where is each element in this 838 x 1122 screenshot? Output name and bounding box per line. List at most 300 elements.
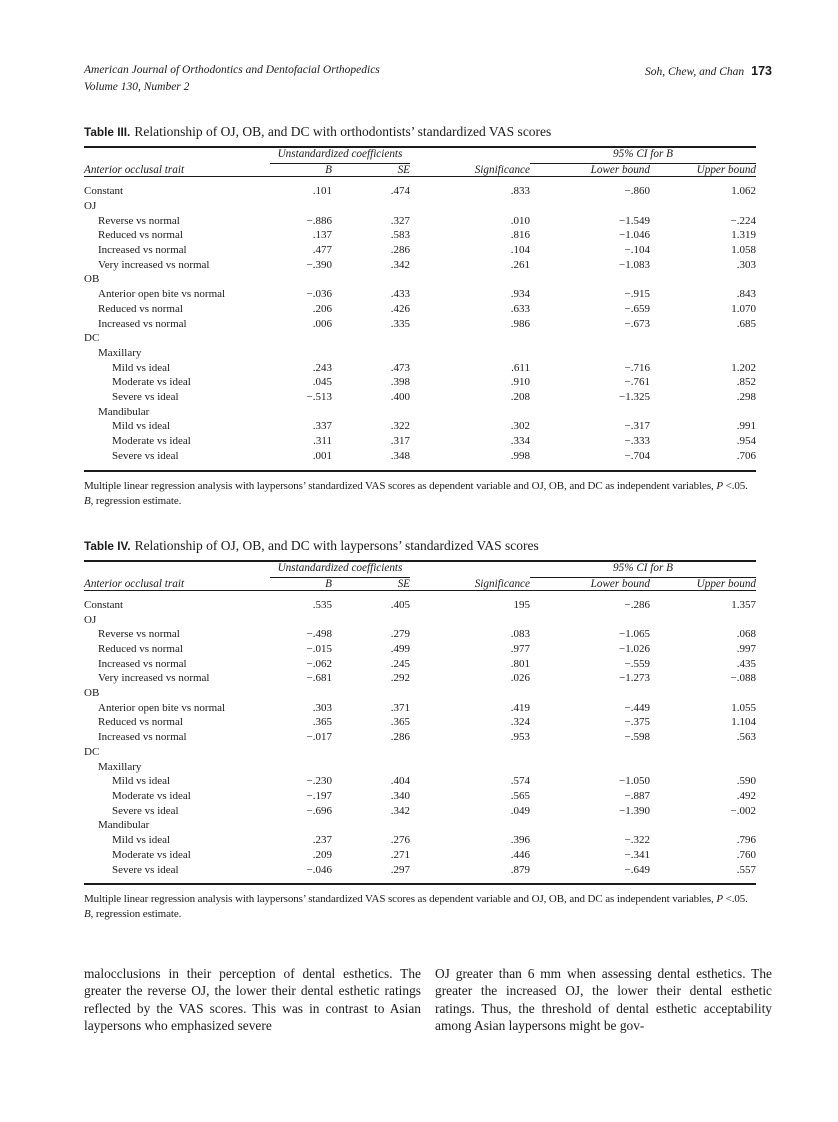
spacer-cell <box>84 147 270 164</box>
cell-value: −.513 <box>306 391 332 404</box>
footnote-regression-line: Multiple linear regression analysis with laypersons’ standardized VAS scores as dependent variable and OJ, OB, and DC as independent variables, P <.05. <box>84 893 748 906</box>
journal-volume: Volume 130, Number 2 <box>84 80 190 93</box>
row-label: Maxillary <box>98 760 142 773</box>
col-header-trait: Anterior occlusal trait <box>84 164 270 177</box>
cell-value: .292 <box>390 672 410 685</box>
cell-value: .365 <box>312 716 332 729</box>
table-row <box>84 302 756 317</box>
row-label: Severe vs ideal <box>112 391 179 404</box>
cell-value <box>410 745 530 760</box>
cell-value: 1.202 <box>731 361 757 374</box>
cell-value <box>270 818 332 833</box>
row-label: OB <box>84 687 100 700</box>
col-header-se: SE <box>332 578 410 591</box>
cell-value: 1.357 <box>731 598 757 611</box>
cell-value <box>270 686 332 701</box>
cell-value: .590 <box>736 775 757 788</box>
cell-value: .286 <box>390 244 410 257</box>
row-label: Reduced vs normal <box>98 229 183 242</box>
row-label: Increased vs normal <box>98 317 187 330</box>
cell-value: .991 <box>736 420 757 433</box>
table-row <box>84 627 756 642</box>
ci-for-b-header: 95% CI for B <box>530 561 756 578</box>
table3-caption <box>84 124 772 141</box>
table3-body <box>84 177 756 471</box>
cell-value <box>530 331 650 346</box>
cell-value: .045 <box>312 376 332 389</box>
table3-column-header-row <box>84 164 756 177</box>
cell-value <box>530 760 650 775</box>
cell-value: −.598 <box>624 731 650 744</box>
cell-value: −1.065 <box>619 628 650 641</box>
cell-value: .977 <box>510 642 530 655</box>
cell-value <box>530 818 650 833</box>
cell-value <box>270 199 332 214</box>
table-row <box>84 258 756 273</box>
cell-value: −.498 <box>306 628 332 641</box>
cell-value <box>650 272 756 287</box>
cell-value: .206 <box>312 302 332 315</box>
cell-value: −.449 <box>624 701 650 714</box>
cell-value: −.681 <box>306 672 332 685</box>
table-row <box>84 833 756 848</box>
table-row <box>84 613 756 628</box>
row-label: Moderate vs ideal <box>112 376 191 389</box>
spacer-cell <box>84 561 270 578</box>
cell-value: 1.070 <box>731 302 757 315</box>
cell-value <box>530 405 650 420</box>
row-label: Very increased vs normal <box>98 258 210 271</box>
table3-span-header-row <box>84 147 756 164</box>
cell-value <box>410 331 530 346</box>
cell-value <box>332 405 410 420</box>
cell-value <box>410 346 530 361</box>
table-row <box>84 789 756 804</box>
cell-value: −.673 <box>624 317 650 330</box>
cell-value: .557 <box>736 863 757 876</box>
row-label: Moderate vs ideal <box>112 790 191 802</box>
table-row <box>84 449 756 471</box>
cell-value: .706 <box>736 449 757 462</box>
cell-value: .565 <box>510 790 530 802</box>
cell-value: .298 <box>736 391 757 404</box>
cell-value: .535 <box>312 598 332 611</box>
cell-value: .396 <box>510 834 530 847</box>
cell-value <box>410 613 530 628</box>
cell-value <box>270 745 332 760</box>
cell-value <box>410 818 530 833</box>
cell-value: .302 <box>510 420 530 433</box>
table-row <box>84 701 756 716</box>
col-header-upper-bound: Upper bound <box>650 578 756 591</box>
table3-footnote <box>84 479 772 509</box>
cell-value: −.317 <box>624 420 650 433</box>
table-row <box>84 818 756 833</box>
cell-value: .574 <box>510 775 530 788</box>
cell-value <box>530 686 650 701</box>
cell-value: −.375 <box>624 716 650 729</box>
cell-value <box>332 745 410 760</box>
row-label: Anterior open bite vs normal <box>98 288 226 301</box>
cell-value: .405 <box>390 598 410 611</box>
cell-value: .342 <box>390 258 410 271</box>
cell-value: .492 <box>736 790 757 802</box>
table-row <box>84 434 756 449</box>
cell-value: .371 <box>390 701 410 714</box>
cell-value: .271 <box>390 848 410 861</box>
cell-value: 1.058 <box>731 244 757 257</box>
authors-page-block <box>645 62 772 81</box>
cell-value <box>270 272 332 287</box>
col-header-significance: Significance <box>410 164 530 177</box>
cell-value: −.046 <box>306 863 332 876</box>
unstandardized-coefficients-header: Unstandardized coefficients <box>270 147 410 164</box>
table-row <box>84 590 756 612</box>
spacer-cell <box>410 561 530 578</box>
cell-value: .499 <box>390 642 410 655</box>
cell-value: .910 <box>510 376 530 389</box>
cell-value: −.104 <box>624 244 650 257</box>
cell-value: −.559 <box>624 657 650 670</box>
row-label: Reverse vs normal <box>98 214 180 227</box>
cell-value <box>270 346 332 361</box>
row-label: Constant <box>84 185 124 198</box>
cell-value: −1.325 <box>619 391 650 404</box>
table-row <box>84 671 756 686</box>
cell-value <box>650 686 756 701</box>
cell-value: .327 <box>390 214 410 227</box>
cell-value <box>332 613 410 628</box>
cell-value <box>410 405 530 420</box>
row-label: Reduced vs normal <box>98 716 183 729</box>
article-body <box>84 965 772 1035</box>
row-label: OJ <box>84 613 97 626</box>
cell-value: .049 <box>510 804 530 817</box>
cell-value: −.341 <box>624 848 650 861</box>
cell-value <box>530 346 650 361</box>
cell-value: −.322 <box>624 834 650 847</box>
row-label: Anterior open bite vs normal <box>98 701 226 714</box>
table-row <box>84 774 756 789</box>
table4-caption <box>84 538 772 555</box>
cell-value: .279 <box>390 628 410 641</box>
row-label: Severe vs ideal <box>112 804 179 817</box>
cell-value: .934 <box>510 288 530 301</box>
table-row <box>84 419 756 434</box>
row-label: Mild vs ideal <box>112 361 171 374</box>
row-label: Severe vs ideal <box>112 449 179 462</box>
cell-value <box>332 818 410 833</box>
table4-span-header-row <box>84 561 756 578</box>
table-row <box>84 177 756 199</box>
cell-value: .322 <box>390 420 410 433</box>
row-label: Moderate vs ideal <box>112 848 191 861</box>
cell-value: −.230 <box>306 775 332 788</box>
cell-value <box>332 272 410 287</box>
cell-value: −.860 <box>624 185 650 198</box>
cell-value <box>332 199 410 214</box>
cell-value: .208 <box>510 391 530 404</box>
cell-value: .583 <box>390 229 410 242</box>
row-label: Severe vs ideal <box>112 863 179 876</box>
cell-value: −.761 <box>624 376 650 389</box>
cell-value <box>650 405 756 420</box>
cell-value: −.197 <box>306 790 332 802</box>
cell-value <box>650 760 756 775</box>
cell-value: −1.046 <box>619 229 650 242</box>
cell-value: .419 <box>510 701 530 714</box>
cell-value: 1.055 <box>731 701 757 714</box>
cell-value: .311 <box>313 435 332 448</box>
cell-value: −.886 <box>306 214 332 227</box>
cell-value <box>410 272 530 287</box>
table-row <box>84 804 756 819</box>
cell-value: .001 <box>312 449 332 462</box>
authors: Soh, Chew, and Chan <box>645 66 745 78</box>
cell-value: .261 <box>510 258 530 271</box>
journal-title: American Journal of Orthodontics and Dentofacial Orthopedics <box>84 64 380 76</box>
cell-value: .209 <box>312 848 332 861</box>
col-header-upper-bound: Upper bound <box>650 164 756 177</box>
cell-value <box>650 346 756 361</box>
cell-value: .010 <box>510 214 530 227</box>
ci-for-b-header: 95% CI for B <box>530 147 756 164</box>
cell-value <box>410 199 530 214</box>
footnote-b-line: B, regression estimate. <box>84 908 182 921</box>
row-label: DC <box>84 332 100 345</box>
footnote-regression-line: Multiple linear regression analysis with laypersons’ standardized VAS scores as dependent variable and OJ, OB, and DC as independent variables, P <.05. <box>84 479 748 492</box>
cell-value: .474 <box>390 185 410 198</box>
cell-value <box>332 331 410 346</box>
table-row <box>84 730 756 745</box>
cell-value: 1.319 <box>731 229 757 242</box>
cell-value: .068 <box>736 628 757 641</box>
table-row <box>84 361 756 376</box>
cell-value: .879 <box>510 863 530 876</box>
cell-value: −.286 <box>624 598 650 611</box>
cell-value: .801 <box>510 657 530 670</box>
unstandardized-coefficients-header: Unstandardized coefficients <box>270 561 410 578</box>
table3 <box>84 146 756 471</box>
cell-value: .137 <box>312 229 332 242</box>
cell-value: −.704 <box>624 449 650 462</box>
cell-value: .563 <box>736 731 757 744</box>
table-row <box>84 657 756 672</box>
table-row <box>84 287 756 302</box>
cell-value: .303 <box>736 258 757 271</box>
cell-value <box>650 613 756 628</box>
cell-value: −.696 <box>306 804 332 817</box>
col-header-lower-bound: Lower bound <box>530 578 650 591</box>
table-row <box>84 848 756 863</box>
table-row <box>84 317 756 332</box>
table4-footnote <box>84 892 772 922</box>
table-row <box>84 686 756 701</box>
row-label: Reverse vs normal <box>98 628 180 641</box>
table4-column-header-row <box>84 578 756 591</box>
cell-value <box>332 346 410 361</box>
table-row <box>84 214 756 229</box>
cell-value: −.015 <box>306 642 332 655</box>
table-row <box>84 405 756 420</box>
cell-value: .953 <box>510 731 530 744</box>
cell-value: −1.390 <box>619 804 650 817</box>
table3-caption-text: Relationship of OJ, OB, and DC with orthodontists’ standardized VAS scores <box>134 124 552 140</box>
table-row <box>84 760 756 775</box>
cell-value: .426 <box>390 302 410 315</box>
cell-value: .954 <box>736 435 757 448</box>
cell-value: .324 <box>510 716 530 729</box>
page-number: 173 <box>751 64 772 78</box>
cell-value: .433 <box>390 288 410 301</box>
cell-value <box>332 760 410 775</box>
row-label: Increased vs normal <box>98 244 187 257</box>
spacer-cell <box>410 147 530 164</box>
cell-value: −1.083 <box>619 258 650 271</box>
cell-value: −1.050 <box>619 775 650 788</box>
cell-value: .473 <box>390 361 410 374</box>
table-row <box>84 199 756 214</box>
cell-value: .796 <box>736 834 757 847</box>
table4 <box>84 560 756 885</box>
cell-value <box>270 331 332 346</box>
cell-value: .334 <box>510 435 530 448</box>
table-row <box>84 346 756 361</box>
cell-value: .237 <box>312 834 332 847</box>
table-row <box>84 243 756 258</box>
cell-value: −.659 <box>624 302 650 315</box>
cell-value: .611 <box>511 361 530 374</box>
body-text-left-column: malocclusions in their perception of dental esthetics. The greater the reverse OJ, the lower their dental esthetic ratings reflected by the VAS scores. This was in contrast to Asian laypersons who emphasized severe <box>84 965 421 1034</box>
cell-value: −.017 <box>306 731 332 744</box>
cell-value: .006 <box>312 317 332 330</box>
body-text-right-column: OJ greater than 6 mm when assessing dental esthetics. The greater the increased OJ, the lower their dental esthetic ratings. Thus, the threshold of dental esthetic acceptability among Asian laypersons might be gov- <box>435 965 772 1034</box>
col-header-significance: Significance <box>410 578 530 591</box>
cell-value: .297 <box>390 863 410 876</box>
cell-value: .337 <box>312 420 332 433</box>
row-label: Mild vs ideal <box>112 775 171 788</box>
row-label: Reduced vs normal <box>98 642 183 655</box>
row-label: Increased vs normal <box>98 731 187 744</box>
cell-value: −.002 <box>730 804 757 817</box>
col-header-se: SE <box>332 164 410 177</box>
cell-value: .852 <box>736 376 757 389</box>
col-header-b: B <box>270 578 332 591</box>
running-head <box>84 62 772 95</box>
row-label: Constant <box>84 598 124 611</box>
cell-value: .101 <box>312 185 332 198</box>
cell-value: .342 <box>390 804 410 817</box>
table-row <box>84 375 756 390</box>
cell-value: .997 <box>736 642 757 655</box>
cell-value <box>650 745 756 760</box>
cell-value: .400 <box>390 391 410 404</box>
cell-value: .398 <box>390 376 410 389</box>
table4-body <box>84 590 756 884</box>
journal-title-block <box>84 62 380 95</box>
cell-value: 195 <box>513 598 530 611</box>
row-label: Moderate vs ideal <box>112 435 191 448</box>
cell-value: 1.104 <box>731 716 757 729</box>
cell-value: −.224 <box>730 214 757 227</box>
cell-value <box>650 199 756 214</box>
cell-value <box>530 199 650 214</box>
cell-value: .348 <box>390 449 410 462</box>
cell-value <box>650 818 756 833</box>
row-label: Very increased vs normal <box>98 672 210 685</box>
cell-value: .843 <box>736 288 757 301</box>
row-label: Reduced vs normal <box>98 302 183 315</box>
cell-value: .365 <box>390 716 410 729</box>
cell-value: −1.026 <box>619 642 650 655</box>
table4-caption-text: Relationship of OJ, OB, and DC with laypersons’ standardized VAS scores <box>134 537 539 553</box>
table-row <box>84 228 756 243</box>
cell-value: −.887 <box>624 790 650 802</box>
row-label: OJ <box>84 199 97 212</box>
row-label: Mandibular <box>98 819 150 832</box>
cell-value <box>270 405 332 420</box>
cell-value <box>410 760 530 775</box>
row-label: Mandibular <box>98 405 150 418</box>
cell-value: .477 <box>312 244 332 257</box>
cell-value <box>270 613 332 628</box>
cell-value: .633 <box>510 302 530 315</box>
cell-value: −.390 <box>306 258 332 271</box>
cell-value: .998 <box>510 449 530 462</box>
cell-value: −.062 <box>306 657 332 670</box>
table-row <box>84 272 756 287</box>
table-row <box>84 390 756 405</box>
row-label: OB <box>84 273 100 286</box>
col-header-b: B <box>270 164 332 177</box>
col-header-lower-bound: Lower bound <box>530 164 650 177</box>
cell-value: .083 <box>510 628 530 641</box>
col-header-trait: Anterior occlusal trait <box>84 578 270 591</box>
cell-value: −1.549 <box>619 214 650 227</box>
row-label: Mild vs ideal <box>112 834 171 847</box>
table-row <box>84 331 756 346</box>
cell-value <box>530 613 650 628</box>
cell-value: .245 <box>390 657 410 670</box>
cell-value: .243 <box>312 361 332 374</box>
table-row <box>84 715 756 730</box>
cell-value: 1.062 <box>731 185 757 198</box>
cell-value <box>530 745 650 760</box>
cell-value: .276 <box>390 834 410 847</box>
cell-value: .816 <box>510 229 530 242</box>
cell-value <box>332 686 410 701</box>
cell-value: .317 <box>390 435 410 448</box>
table4-caption-label: Table IV. <box>84 538 131 553</box>
cell-value: .760 <box>736 848 757 861</box>
row-label: DC <box>84 745 100 758</box>
cell-value <box>270 760 332 775</box>
table-row <box>84 745 756 760</box>
cell-value: .435 <box>736 657 757 670</box>
row-label: Mild vs ideal <box>112 420 171 433</box>
cell-value <box>410 686 530 701</box>
cell-value: .286 <box>390 731 410 744</box>
cell-value: .833 <box>510 185 530 198</box>
cell-value <box>530 272 650 287</box>
cell-value: −.036 <box>306 288 332 301</box>
cell-value: −.649 <box>624 863 650 876</box>
cell-value: .026 <box>510 672 530 685</box>
cell-value: .303 <box>312 701 332 714</box>
cell-value: .986 <box>510 317 530 330</box>
cell-value: −.088 <box>730 672 757 685</box>
cell-value: −.716 <box>624 361 650 374</box>
